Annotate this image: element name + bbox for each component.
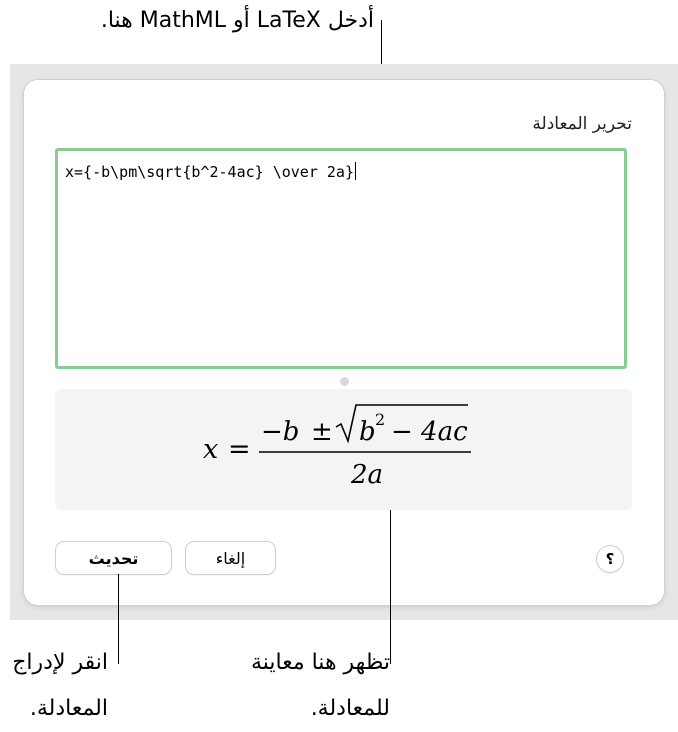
callout-update <box>0 640 108 732</box>
help-icon: ؟ <box>605 550 615 568</box>
text-caret <box>355 162 356 180</box>
update-button[interactable]: تحديث <box>56 542 171 574</box>
formula-render <box>55 389 632 510</box>
callout-line-update <box>118 574 119 664</box>
cancel-button[interactable]: إلغاء <box>186 542 275 574</box>
equation-preview <box>55 389 632 510</box>
formula-exponent: 2 <box>375 410 386 429</box>
callout-enter-latex: أدخل LaTeX أو MathML هنا. <box>100 8 374 33</box>
equation-dialog <box>24 80 664 605</box>
equation-editor[interactable] <box>55 148 627 369</box>
callout-preview-line1: تظهر هنا معاينة <box>250 650 390 675</box>
formula-lhs: x <box>203 434 219 465</box>
equation-editor-text[interactable]: x={-b\pm\sqrt{b^2-4ac} \over 2a} <box>65 163 354 181</box>
formula-minus-b: −b <box>261 417 300 447</box>
formula-denominator: 2a <box>351 460 384 490</box>
formula-b: b <box>359 417 376 447</box>
callout-line-preview <box>390 510 391 664</box>
section-title: تحرير المعادلة <box>532 114 632 134</box>
callout-preview-line2: للمعادلة. <box>310 696 390 721</box>
formula-equals: = <box>228 434 251 465</box>
formula-rest: − 4ac <box>391 417 468 447</box>
formula-pm: ± <box>311 417 333 447</box>
callout-preview <box>200 640 390 732</box>
callout-update-line2: المعادلة. <box>29 696 108 721</box>
help-button[interactable] <box>597 546 623 572</box>
callout-update-line1: انقر لإدراج <box>12 650 108 675</box>
resize-handle[interactable] <box>340 377 349 386</box>
